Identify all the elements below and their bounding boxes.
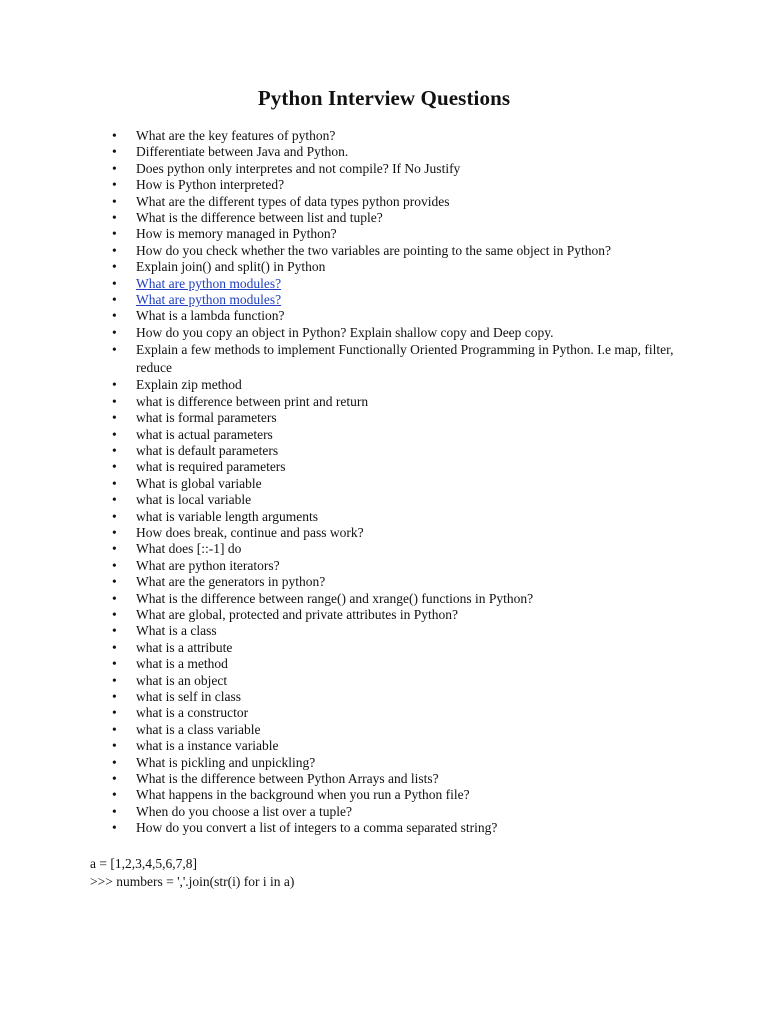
question-text: Explain a few methods to implement Functionally Oriented Programming in Python. I.e map, filter, reduce (136, 342, 674, 376)
question-item (112, 656, 712, 672)
bullet-icon: • (112, 393, 117, 409)
bullet-icon: • (112, 771, 117, 787)
bullet-icon: • (112, 210, 117, 226)
question-item (112, 541, 712, 557)
bullet-icon: • (112, 226, 117, 242)
page-title: Python Interview Questions (257, 86, 511, 110)
bullet-icon: • (112, 275, 117, 291)
bullet-icon: • (112, 705, 117, 721)
question-item (112, 177, 712, 193)
bullet-icon: • (112, 574, 117, 590)
bullet-icon: • (112, 160, 117, 176)
question-link[interactable]: What are python modules? (136, 275, 282, 291)
bullet-icon: • (112, 689, 117, 704)
question-item (112, 394, 712, 410)
question-text: What are the different types of data types python provides (136, 193, 450, 209)
bullet-icon: • (112, 754, 117, 770)
bullet-icon: • (112, 508, 117, 524)
question-text: What is the difference between Python Arrays and lists? (136, 771, 439, 787)
bullet-icon: • (112, 492, 117, 508)
bullet-icon: • (112, 639, 117, 655)
question-text: What does [::-1] do (136, 541, 242, 557)
question-item (112, 525, 712, 541)
code-line: >>> numbers = ','.join(str(i) for i in a) (90, 873, 295, 889)
question-text: What is a class (136, 623, 217, 639)
question-item (112, 226, 712, 242)
question-item (112, 443, 712, 459)
question-text: what is default parameters (136, 442, 279, 458)
question-text: what is local variable (136, 492, 252, 508)
question-item (112, 607, 712, 623)
bullet-icon: • (112, 324, 117, 340)
question-text: How is memory managed in Python? (136, 226, 337, 242)
question-text: Explain zip method (136, 377, 242, 393)
code-example (90, 855, 294, 890)
question-text: How do you check whether the two variables are pointing to the same object in Python? (136, 242, 611, 258)
question-item (112, 558, 712, 574)
question-text: Does python only interpretes and not compile? If No Justify (136, 160, 461, 176)
question-text: How is Python interpreted? (136, 177, 285, 193)
question-text: When do you choose a list over a tuple? (136, 803, 352, 819)
question-text: What is pickling and unpickling? (136, 754, 316, 770)
question-text: What are the generators in python? (136, 574, 326, 590)
bullet-icon: • (112, 606, 117, 622)
question-item (112, 161, 712, 177)
question-item (112, 459, 712, 475)
question-item (112, 492, 712, 508)
question-item (112, 755, 712, 771)
bullet-icon: • (112, 721, 117, 737)
bullet-icon: • (112, 193, 117, 209)
question-text: How does break, continue and pass work? (136, 524, 364, 540)
question-text: Differentiate between Java and Python. (136, 144, 349, 160)
question-text: what is difference between print and return (136, 393, 369, 409)
question-text: What is the difference between list and tuple? (136, 210, 383, 226)
bullet-icon: • (112, 475, 117, 491)
question-text: What happens in the background when you run a Python file? (136, 787, 470, 803)
question-item (112, 243, 712, 259)
question-item (112, 276, 712, 292)
bullet-icon: • (112, 787, 117, 803)
question-text: Explain join() and split() in Python (136, 259, 326, 275)
question-item (112, 640, 712, 656)
question-text: what is a method (136, 656, 228, 672)
question-text: What are the key features of python? (136, 128, 336, 143)
code-line: a = [1,2,3,4,5,6,7,8] (90, 856, 197, 871)
bullet-icon: • (112, 623, 117, 639)
question-text: what is a attribute (136, 639, 233, 655)
bullet-icon: • (112, 524, 117, 540)
question-item (112, 410, 712, 426)
bullet-icon: • (112, 259, 117, 275)
question-item (112, 689, 712, 705)
question-item (112, 308, 712, 324)
bullet-icon: • (112, 442, 117, 458)
question-text: What is a lambda function? (136, 308, 285, 324)
question-item (112, 509, 712, 525)
question-item (112, 623, 712, 639)
bullet-icon: • (112, 672, 117, 688)
question-item (112, 771, 712, 787)
question-text: What is the difference between range() and xrange() functions in Python? (136, 590, 534, 606)
question-text: what is self in class (136, 689, 241, 704)
question-text: What are global, protected and private attributes in Python? (136, 606, 459, 622)
question-item (112, 341, 712, 377)
bullet-icon: • (112, 128, 117, 143)
question-item (112, 574, 712, 590)
question-text: what is actual parameters (136, 426, 273, 442)
question-text: what is formal parameters (136, 410, 277, 426)
bullet-icon: • (112, 426, 117, 442)
question-item (112, 210, 712, 226)
bullet-icon: • (112, 656, 117, 672)
question-item (112, 259, 712, 275)
bullet-icon: • (112, 590, 117, 606)
bullet-icon: • (112, 242, 117, 258)
question-list (112, 128, 712, 837)
question-text: what is a instance variable (136, 738, 279, 754)
question-item (112, 128, 712, 144)
question-item (112, 738, 712, 754)
question-item (112, 722, 712, 738)
bullet-icon: • (112, 342, 117, 358)
bullet-icon: • (112, 541, 117, 557)
question-text: what is variable length arguments (136, 508, 318, 524)
question-item (112, 787, 712, 803)
question-item (112, 144, 712, 160)
bullet-icon: • (112, 459, 117, 475)
bullet-icon: • (112, 410, 117, 426)
question-item (112, 476, 712, 492)
question-text: How do you copy an object in Python? Explain shallow copy and Deep copy. (136, 324, 554, 340)
question-text: What is global variable (136, 475, 262, 491)
question-item (112, 427, 712, 443)
bullet-icon: • (112, 177, 117, 193)
bullet-icon: • (112, 292, 117, 308)
question-text: What are python iterators? (136, 557, 280, 573)
bullet-icon: • (112, 144, 117, 160)
question-item (112, 820, 712, 836)
question-item (112, 804, 712, 820)
bullet-icon: • (112, 377, 117, 393)
question-item (112, 325, 712, 341)
bullet-icon: • (112, 803, 117, 819)
question-text: what is a constructor (136, 705, 249, 721)
question-text: what is an object (136, 672, 228, 688)
question-text: what is required parameters (136, 459, 286, 475)
bullet-icon: • (112, 820, 117, 836)
question-text: what is a class variable (136, 721, 261, 737)
bullet-icon: • (112, 308, 117, 324)
question-text: How do you convert a list of integers to a comma separated string? (136, 820, 498, 836)
question-item (112, 377, 712, 393)
bullet-icon: • (112, 738, 117, 754)
bullet-icon: • (112, 557, 117, 573)
question-item (112, 673, 712, 689)
question-item (112, 591, 712, 607)
question-item (112, 705, 712, 721)
question-item (112, 292, 712, 308)
question-link[interactable]: What are python modules? (136, 292, 282, 308)
question-item (112, 194, 712, 210)
